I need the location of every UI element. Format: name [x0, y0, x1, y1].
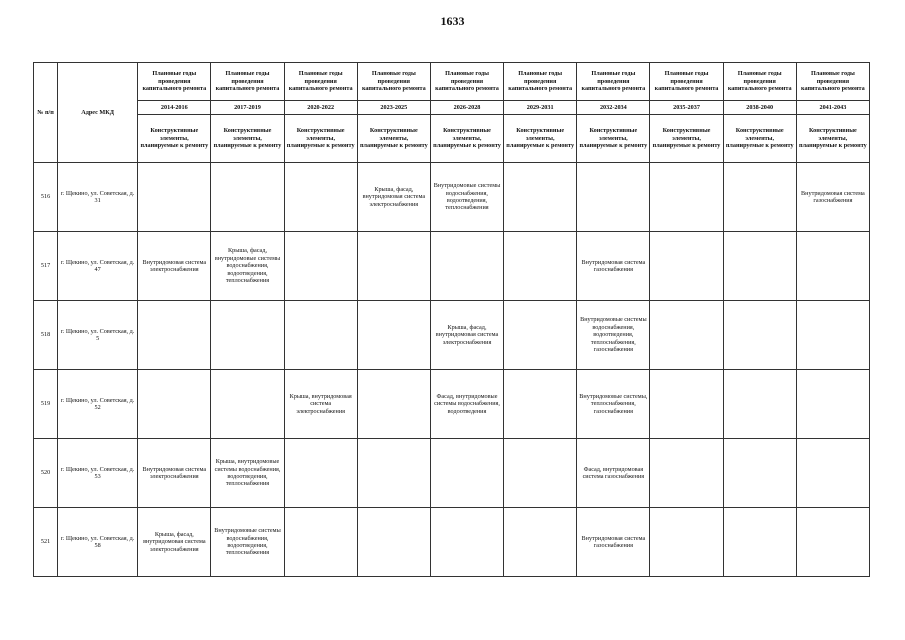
row-repair-cell: Крыша, фасад, внутридомовые системы водоснабжения, водоотведения, теплоснабжения	[211, 232, 284, 301]
header-planned-years: Плановые годы проведения капитального ремонта	[577, 63, 650, 101]
row-repair-cell	[504, 301, 577, 370]
row-repair-cell	[138, 301, 211, 370]
row-repair-cell	[430, 232, 503, 301]
header-period: 2038-2040	[723, 101, 796, 115]
row-repair-cell	[723, 508, 796, 577]
row-repair-cell	[650, 163, 723, 232]
row-repair-cell	[504, 439, 577, 508]
table-row	[34, 163, 870, 232]
header-planned-years: Плановые годы проведения капитального ремонта	[430, 63, 503, 101]
row-repair-cell	[796, 232, 869, 301]
row-repair-cell	[504, 370, 577, 439]
row-repair-cell	[138, 370, 211, 439]
header-planned-years: Плановые годы проведения капитального ремонта	[650, 63, 723, 101]
row-repair-cell	[650, 370, 723, 439]
row-address: г. Щекино, ул. Советская, д. 52	[58, 370, 138, 439]
row-repair-cell	[796, 370, 869, 439]
row-repair-cell: Фасад, внутридомовые системы водоснабжения, водоотведения	[430, 370, 503, 439]
header-planned-years: Плановые годы проведения капитального ремонта	[211, 63, 284, 101]
header-structural-elements: Конструктивные элементы, планируемые к ремонту	[211, 115, 284, 163]
header-period: 2017-2019	[211, 101, 284, 115]
row-repair-cell: Внутридомовая система газоснабжения	[577, 508, 650, 577]
row-repair-cell	[357, 301, 430, 370]
header-period: 2020-2022	[284, 101, 357, 115]
header-period: 2026-2028	[430, 101, 503, 115]
row-repair-cell	[504, 232, 577, 301]
row-repair-cell	[650, 439, 723, 508]
header-structural-elements: Конструктивные элементы, планируемые к ремонту	[504, 115, 577, 163]
header-structural-elements: Конструктивные элементы, планируемые к ремонту	[796, 115, 869, 163]
row-address: г. Щекино, ул. Советская, д. 5	[58, 301, 138, 370]
row-repair-cell: Внутридомовая система электроснабжения	[138, 439, 211, 508]
row-repair-cell	[796, 301, 869, 370]
header-structural-elements: Конструктивные элементы, планируемые к ремонту	[284, 115, 357, 163]
page-number: 1633	[440, 14, 465, 28]
header-planned-years: Плановые годы проведения капитального ремонта	[723, 63, 796, 101]
row-repair-cell	[723, 232, 796, 301]
row-repair-cell: Внутридомовые системы, теплоснабжения, газоснабжения	[577, 370, 650, 439]
row-repair-cell: Фасад, внутридомовая система газоснабжения	[577, 439, 650, 508]
repair-schedule-table-wrapper	[33, 62, 870, 577]
row-repair-cell	[284, 508, 357, 577]
row-repair-cell	[430, 439, 503, 508]
row-repair-cell: Крыша, внутридомовая система электроснабжения	[284, 370, 357, 439]
row-repair-cell	[284, 232, 357, 301]
row-repair-cell	[284, 439, 357, 508]
header-structural-elements: Конструктивные элементы, планируемые к ремонту	[430, 115, 503, 163]
table-row	[34, 232, 870, 301]
row-repair-cell	[723, 370, 796, 439]
row-address: г. Щекино, ул. Советская, д. 31	[58, 163, 138, 232]
row-number: 521	[34, 508, 58, 577]
header-planned-years: Плановые годы проведения капитального ремонта	[357, 63, 430, 101]
row-repair-cell: Внутридомовая система газоснабжения	[577, 232, 650, 301]
row-repair-cell	[211, 163, 284, 232]
table-row	[34, 508, 870, 577]
row-address: г. Щекино, ул. Советская, д. 53	[58, 439, 138, 508]
header-period: 2035-2037	[650, 101, 723, 115]
row-repair-cell: Внутридомовая система газоснабжения	[796, 163, 869, 232]
row-repair-cell: Крыша, фасад, внутридомовая система электроснабжения	[138, 508, 211, 577]
row-repair-cell	[357, 370, 430, 439]
row-repair-cell: Крыша, фасад, внутридомовая система электроснабжения	[430, 301, 503, 370]
row-repair-cell	[430, 508, 503, 577]
row-address: г. Щекино, ул. Советская, д. 47	[58, 232, 138, 301]
row-repair-cell: Внутридомовая система электроснабжения	[138, 232, 211, 301]
row-repair-cell: Крыша, фасад, внутридомовая система электроснабжения	[357, 163, 430, 232]
row-repair-cell	[650, 232, 723, 301]
row-repair-cell	[650, 301, 723, 370]
row-repair-cell	[723, 439, 796, 508]
table-body	[34, 163, 870, 577]
row-repair-cell	[650, 508, 723, 577]
row-repair-cell: Внутридомовые системы водоснабжения, водоотведения, теплоснабжения	[430, 163, 503, 232]
row-address: г. Щекино, ул. Советская, д. 58	[58, 508, 138, 577]
row-repair-cell	[211, 370, 284, 439]
header-period: 2014-2016	[138, 101, 211, 115]
header-period: 2029-2031	[504, 101, 577, 115]
row-number: 517	[34, 232, 58, 301]
row-number: 519	[34, 370, 58, 439]
header-period: 2023-2025	[357, 101, 430, 115]
header-address: Адрес МКД	[58, 63, 138, 163]
row-number: 520	[34, 439, 58, 508]
header-structural-elements: Конструктивные элементы, планируемые к ремонту	[577, 115, 650, 163]
header-structural-elements: Конструктивные элементы, планируемые к ремонту	[723, 115, 796, 163]
row-repair-cell	[796, 439, 869, 508]
row-repair-cell	[504, 508, 577, 577]
repair-schedule-table	[33, 62, 870, 577]
header-planned-years: Плановые годы проведения капитального ремонта	[138, 63, 211, 101]
header-structural-elements: Конструктивные элементы, планируемые к ремонту	[650, 115, 723, 163]
row-repair-cell	[796, 508, 869, 577]
row-repair-cell	[504, 163, 577, 232]
row-repair-cell	[357, 508, 430, 577]
row-repair-cell	[723, 301, 796, 370]
header-planned-years: Плановые годы проведения капитального ремонта	[796, 63, 869, 101]
row-repair-cell	[138, 163, 211, 232]
row-repair-cell	[723, 163, 796, 232]
row-repair-cell	[284, 163, 357, 232]
row-number: 518	[34, 301, 58, 370]
row-repair-cell	[577, 163, 650, 232]
row-repair-cell: Крыша, внутридомовые системы водоснабжения, водоотведения, теплоснабжения	[211, 439, 284, 508]
table-row	[34, 301, 870, 370]
row-repair-cell: Внутридомовые системы водоснабжения, водоотведения, теплоснабжения, газоснабжения	[577, 301, 650, 370]
row-repair-cell: Внутридомовые системы водоснабжения, водоотведения, теплоснабжения	[211, 508, 284, 577]
table-row	[34, 370, 870, 439]
header-planned-years: Плановые годы проведения капитального ремонта	[284, 63, 357, 101]
header-planned-years: Плановые годы проведения капитального ремонта	[504, 63, 577, 101]
row-repair-cell	[284, 301, 357, 370]
row-repair-cell	[357, 232, 430, 301]
row-repair-cell	[357, 439, 430, 508]
table-row	[34, 439, 870, 508]
header-structural-elements: Конструктивные элементы, планируемые к ремонту	[138, 115, 211, 163]
header-number: № п/п	[34, 63, 58, 163]
row-repair-cell	[211, 301, 284, 370]
row-number: 516	[34, 163, 58, 232]
header-period: 2032-2034	[577, 101, 650, 115]
header-structural-elements: Конструктивные элементы, планируемые к ремонту	[357, 115, 430, 163]
table-header	[34, 63, 870, 163]
header-period: 2041-2043	[796, 101, 869, 115]
